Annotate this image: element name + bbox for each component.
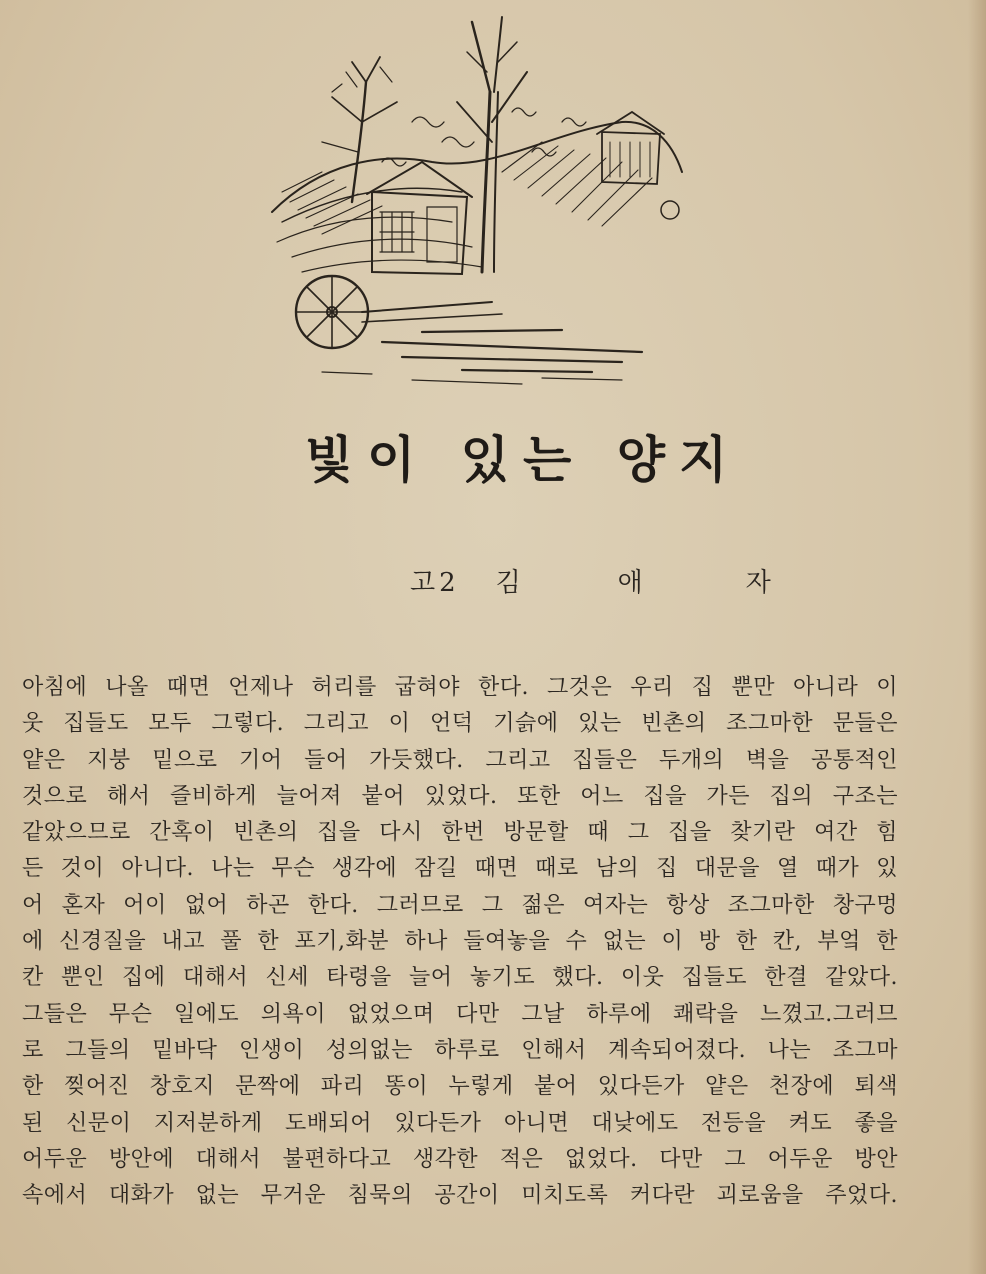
body-line: 어 혼자 어이 없어 하곤 한다. 그러므로 그 젊은 여자는 항상 조그마한 창구멍 (22, 892, 898, 918)
body-line: 그들은 무슨 일에도 의욕이 없었으며 다만 그날 하루에 쾌락을 느꼈고.그러므 (22, 1001, 898, 1027)
body-line: 속에서 대화가 없는 무거운 침묵의 공간이 미치도록 커다란 괴로움을 주었다. (22, 1183, 898, 1209)
hillside-house-illustration (262, 12, 692, 392)
body-line: 칸 뿐인 집에 대해서 신세 타령을 늘어 놓기도 했다. 이웃 집들도 한결 같았다. (22, 965, 898, 991)
author-name-char: 애 (617, 568, 643, 598)
body-line: 한 찢어진 창호지 문짝에 파리 똥이 누렇게 붙어 있다든가 얕은 천장에 퇴색 (22, 1074, 898, 1100)
body-line: 어두운 방안에 대해서 불편하다고 생각한 적은 없었다. 다만 그 어두운 방안 (22, 1146, 898, 1172)
body-line: 든 것이 아니다. 나는 무슨 생각에 잠길 때면 때로 남의 집 대문을 열 때가 있 (22, 856, 898, 882)
body-line: 것으로 해서 즐비하게 늘어져 붙어 있었다. 또한 어느 집을 가든 집의 구조는 (22, 783, 898, 809)
author-grade: 고2 (410, 568, 460, 598)
body-line: 에 신경질을 내고 풀 한 포기,화분 하나 들여놓을 수 없는 이 방 한 칸, 부엌 한 (22, 929, 898, 955)
story-body (22, 670, 898, 1214)
body-line: 아침에 나올 때면 언제나 허리를 굽혀야 한다. 그것은 우리 집 뿐만 아니라 이 (22, 675, 898, 700)
author-name-char: 자 (745, 568, 771, 598)
body-line: 웃 집들도 모두 그렇다. 그리고 이 언덕 기슭에 있는 빈촌의 조그마한 문들은 (22, 711, 898, 737)
author-name-char: 김 (495, 568, 521, 598)
body-line: 로 그들의 밑바닥 인생이 성의없는 하루로 인해서 계속되어졌다. 나는 조그마 (22, 1037, 898, 1063)
story-title: 빛이 있는 양지 (304, 430, 742, 489)
author-byline (410, 562, 771, 599)
body-line: 같았으므로 간혹이 빈촌의 집을 다시 한번 방문할 때 그 집을 찾기란 여간 힘 (22, 820, 898, 846)
page-gutter-shadow (968, 0, 986, 1274)
author-name (496, 562, 771, 599)
body-line: 된 신문이 지저분하게 도배되어 있다든가 아니면 대낮에도 전등을 켜도 좋을 (22, 1110, 898, 1136)
body-line: 얕은 지붕 밑으로 기어 들어 가듯했다. 그리고 집들은 두개의 벽을 공통적인 (22, 747, 898, 773)
